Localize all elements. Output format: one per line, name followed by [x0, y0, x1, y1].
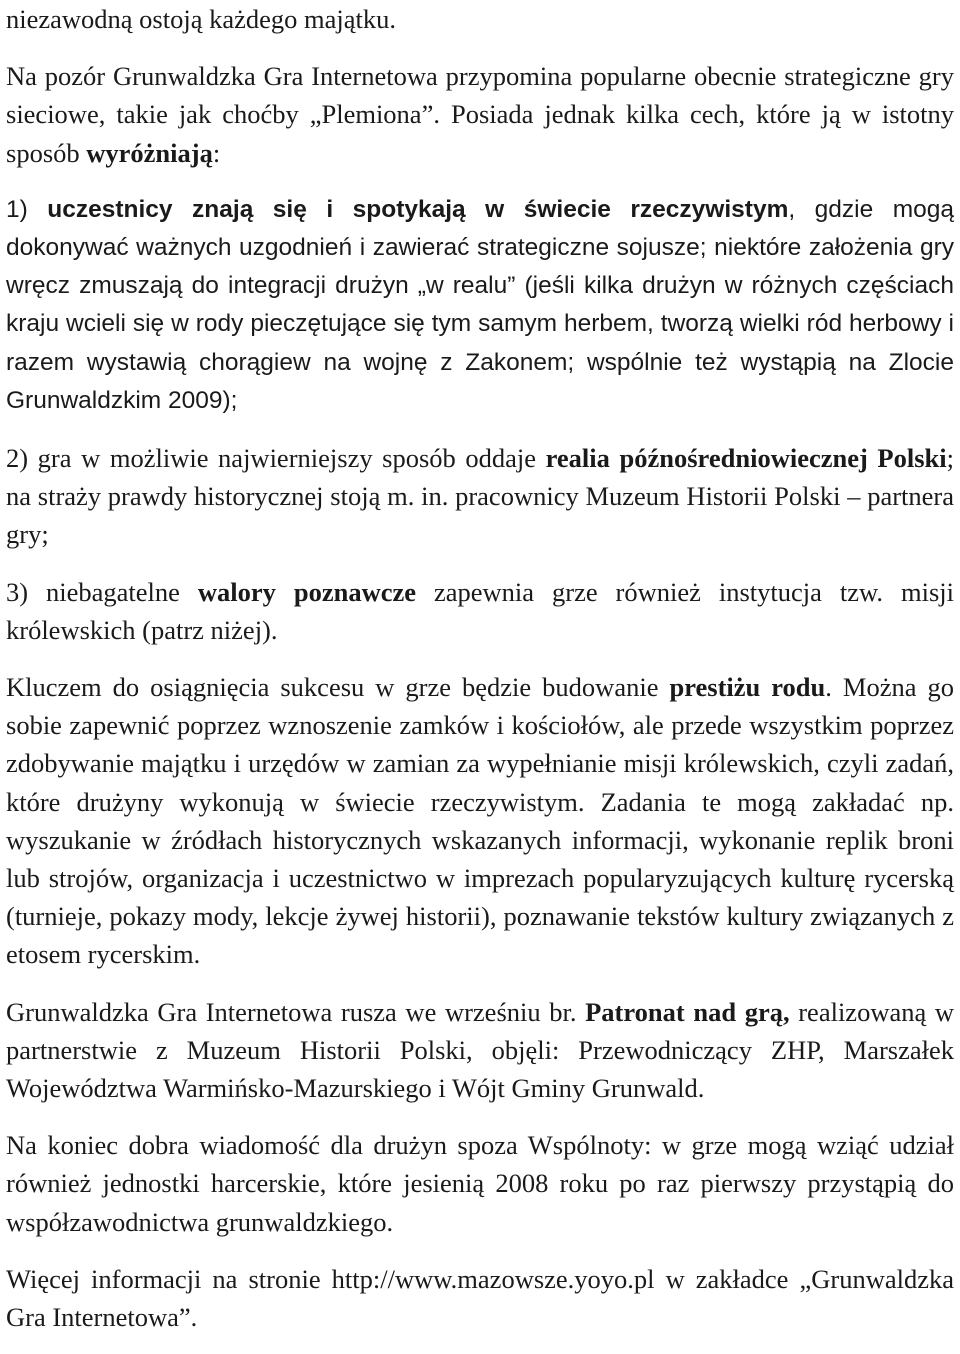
paragraph-text: w zakładce „Grunwaldzka Gra Internetowa”.	[6, 1263, 954, 1333]
bold-phrase: realia późnośredniowiecznej Polski	[545, 443, 947, 474]
bold-phrase: prestiżu rodu	[669, 672, 826, 703]
paragraph-text: Na pozór Grunwaldzka Gra Internetowa przypomina popularne obecnie strategiczne gry sieciowe, takie jak choćby „Plemiona”. Posiada jednak kilka cech, które ją w istotny sposób	[6, 61, 954, 168]
paragraph-text: 2) gra w możliwie najwierniejszy sposób oddaje	[6, 443, 546, 474]
list-item-1	[6, 191, 954, 420]
paragraph-text: , gdzie mogą dokonywać ważnych uzgodnień i zawierać strategiczne sojusze; niektóre założenia gry wręcz zmuszają do integracji drużyn „w realu” (jeśli kilka drużyn w różnych częściach kraju wcieli się w rody pieczętujące się tym samym herbem, tworzą wielki ród herbowy i razem wystawią chorągiew na wojnę z Zakonem; wspólnie też wystąpią na Zlocie Grunwaldzkim 2009);	[6, 195, 955, 414]
paragraph-more-info	[6, 1260, 954, 1336]
paragraph-text: realizowaną w partnerstwie z Muzeum Historii Polski, objęli: Przewodniczący ZHP, Marszałek Województwa Warmińsko-Mazurskiego i Wójt Gminy Grunwald.	[6, 996, 954, 1104]
bold-phrase: Patronat nad grą,	[585, 996, 790, 1027]
list-item-2	[6, 439, 954, 554]
paragraph-intro-tail	[6, 0, 954, 38]
paragraph-prestige	[6, 668, 954, 974]
paragraph-text: Kluczem do osiągnięcia sukcesu w grze będzie budowanie	[6, 672, 670, 703]
paragraph-text: ; na straży prawdy historycznej stoją m. in. pracownicy Muzeum Historii Polski – partnera gry;	[6, 443, 954, 550]
paragraph-text: :	[212, 137, 221, 168]
paragraph-good-news	[6, 1126, 954, 1241]
bold-phrase: uczestnicy znają się i spotykają w świecie rzeczywistym	[47, 195, 789, 223]
paragraph-text: Grunwaldzka Gra Internetowa rusza we wrześniu br.	[6, 996, 586, 1027]
paragraph-text: . Można go sobie zapewnić poprzez wznoszenie zamków i kościołów, ale przede wszystkim poprzez zdobywanie majątku i urzędów w zamian za wypełnianie misji królewskich, czyli zadań, które drużyny wykonują w świecie rzeczywistym. Zadania te mogą zakładać np. wyszukanie w źródłach historycznych wskazanych informacji, wykonanie replik broni lub strojów, organizacja i uczestnictwo w imprezach popularyzujących kulturę rycerską (turnieje, pokazy mody, lekcje żywej historii), poznawanie tekstów kultury związanych z etosem rycerskim.	[6, 672, 955, 970]
bold-phrase: walory poznawcze	[197, 576, 417, 607]
list-item-3	[6, 573, 954, 649]
paragraph-text: zapewnia grze również instytucja tzw. misji królewskich (patrz niżej).	[6, 576, 954, 645]
bold-phrase: wyróżniają	[86, 137, 213, 168]
list-item-number: 1)	[6, 195, 48, 223]
paragraph-launch	[6, 993, 954, 1108]
paragraph-text: niezawodną ostoją każdego majątku.	[6, 4, 396, 34]
website-link[interactable]: http://www.mazowsze.yoyo.pl	[331, 1263, 655, 1294]
paragraph-text: Na koniec dobra wiadomość dla drużyn spoza Wspólnoty: w grze mogą wziąć udział również jednostki harcerskie, które jesienią 2008 roku po raz pierwszy przystąpią do współzawodnictwa grunwaldzkiego.	[6, 1130, 954, 1237]
paragraph-game-overview	[6, 57, 954, 172]
paragraph-text: 3) niebagatelne	[6, 576, 198, 607]
document-page	[6, 0, 954, 1336]
paragraph-text: Więcej informacji na stronie	[6, 1263, 332, 1294]
